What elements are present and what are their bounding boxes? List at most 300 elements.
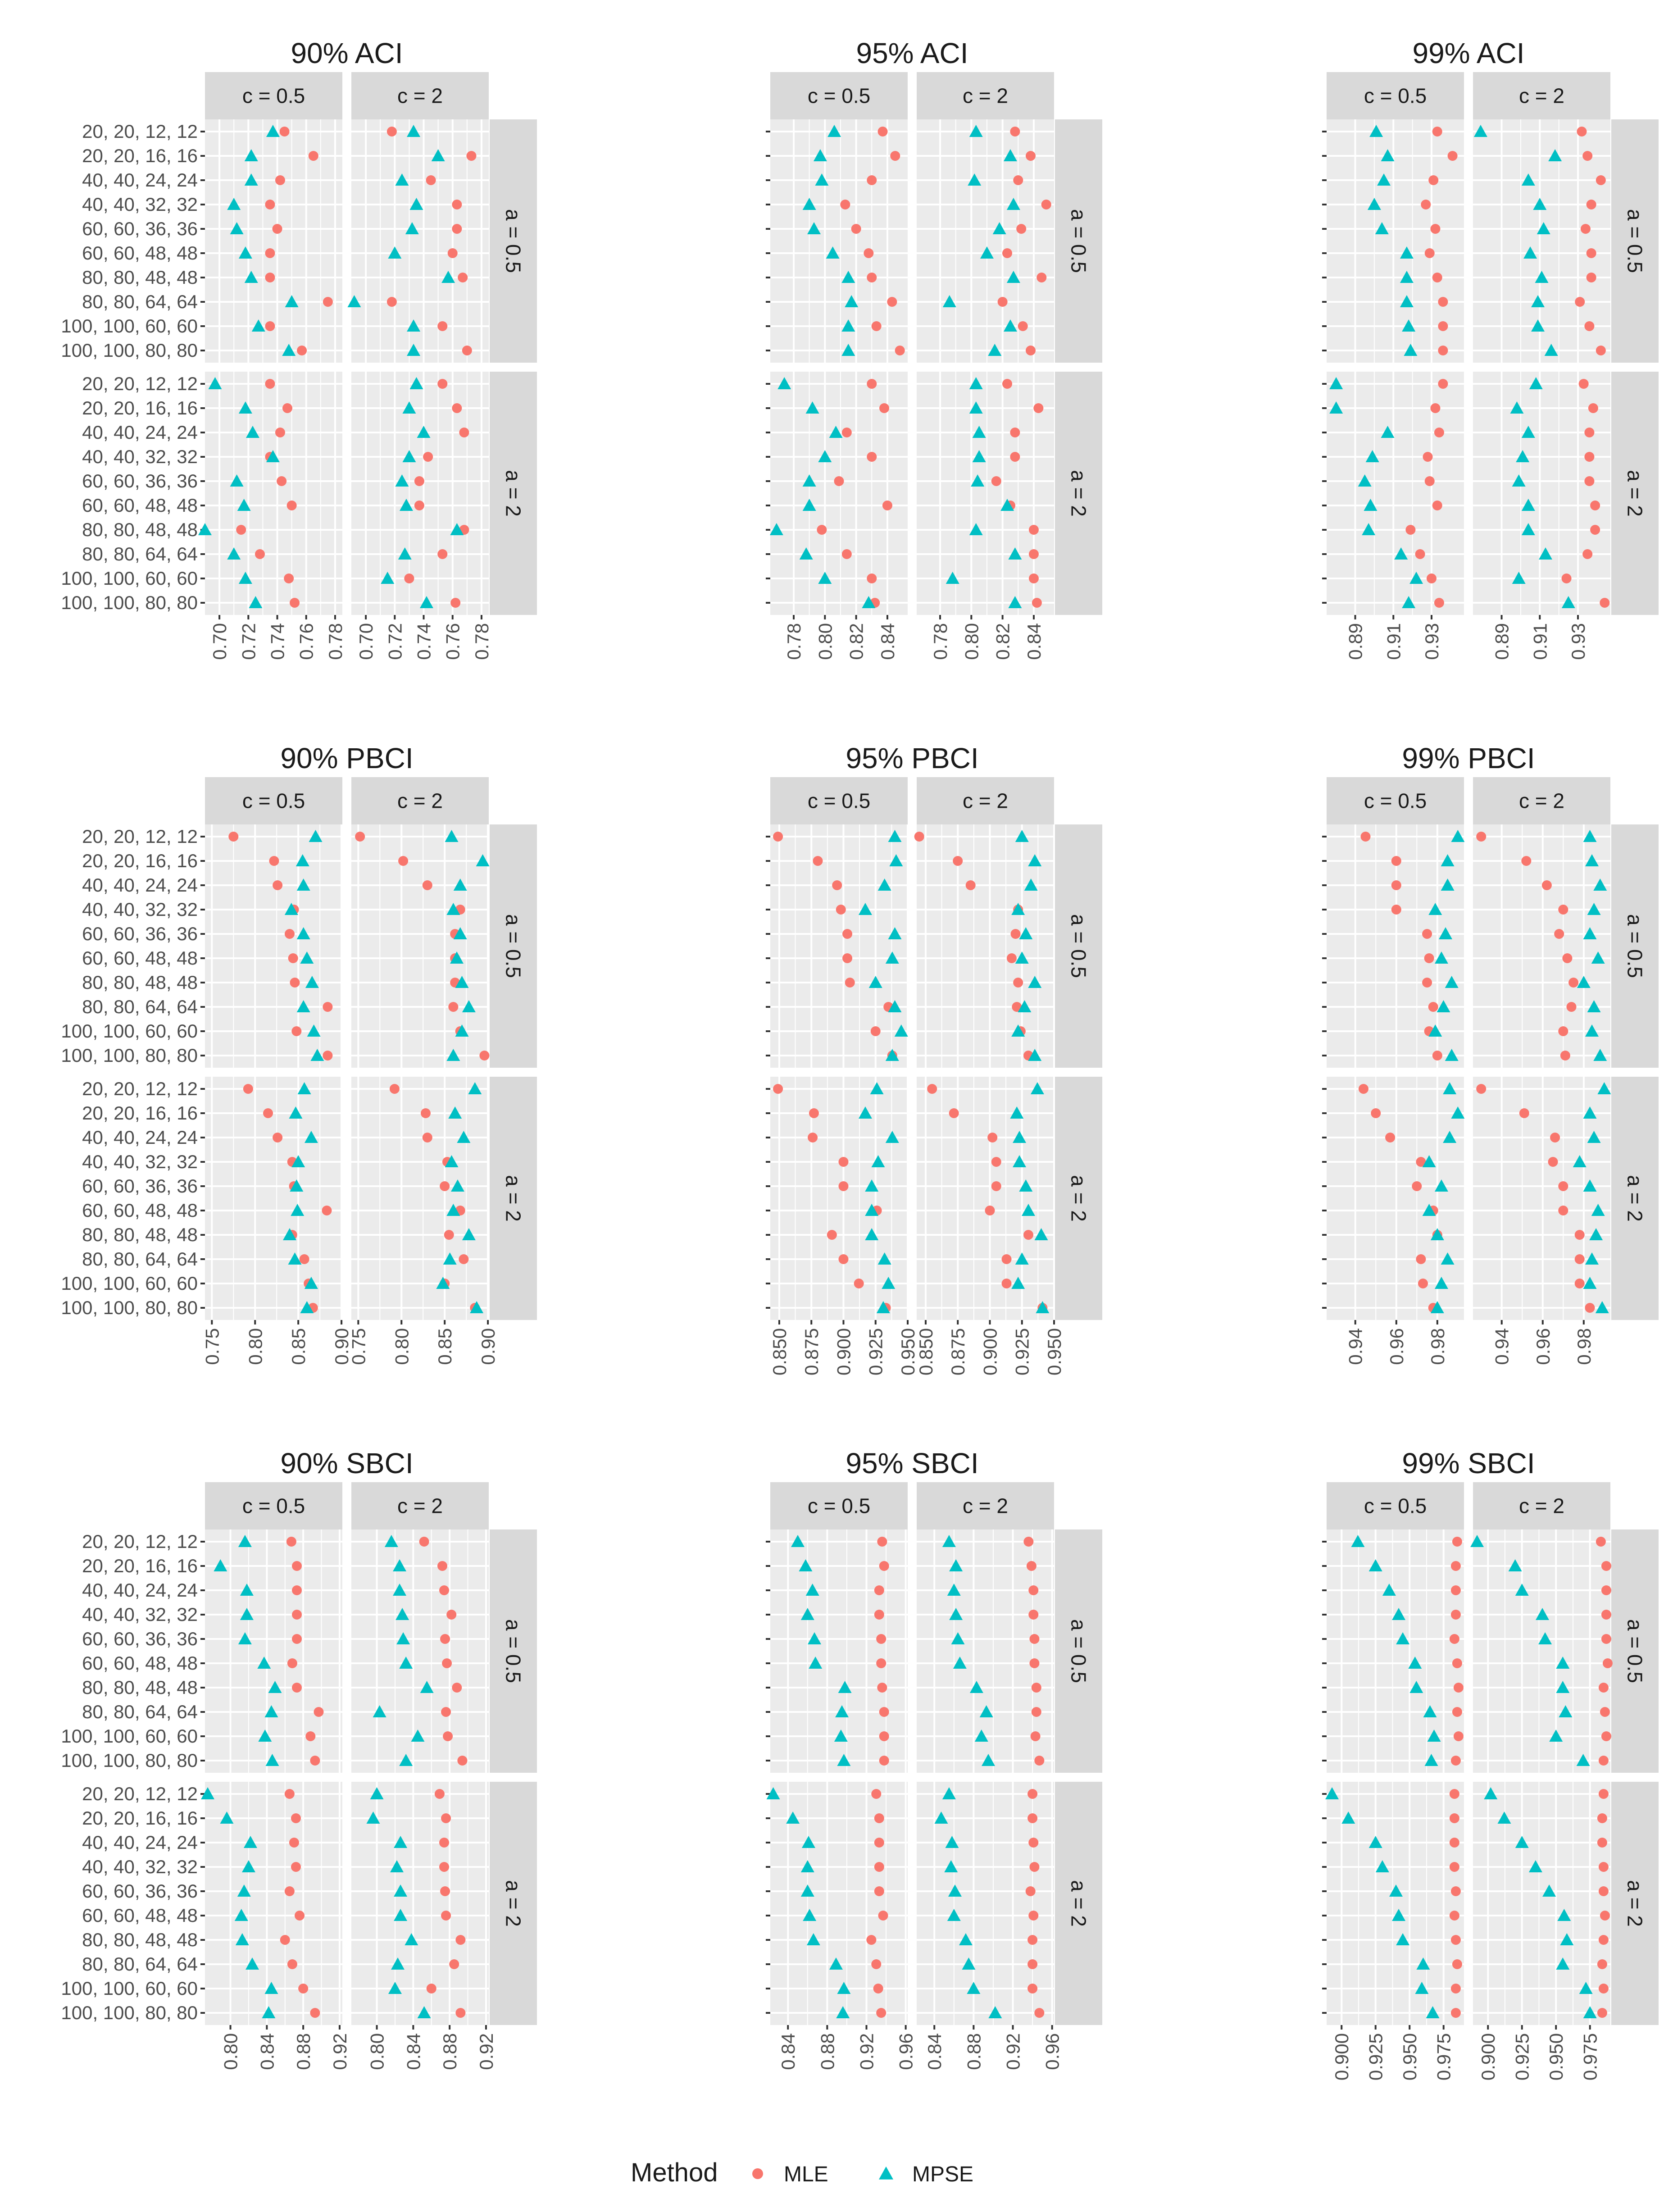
x-tick-label: 0.925 — [1511, 2033, 1533, 2081]
point-mle — [255, 549, 265, 559]
point-mle — [834, 476, 844, 486]
point-mle — [421, 1108, 431, 1118]
point-mle — [448, 248, 458, 258]
point-mle — [827, 1230, 837, 1240]
y-tick-label: 20, 20, 12, 12 — [82, 1531, 198, 1552]
point-mle — [292, 1610, 302, 1620]
point-mle — [442, 1658, 452, 1668]
x-tick-label: 0.925 — [1365, 2033, 1387, 2081]
point-mle — [832, 880, 842, 890]
y-tick-label: 100, 100, 80, 80 — [61, 1045, 198, 1066]
point-mle — [287, 1959, 297, 1969]
y-tick-label: 20, 20, 12, 12 — [82, 1783, 198, 1804]
point-mle — [288, 953, 298, 963]
point-mle — [878, 1911, 888, 1921]
point-mle — [1430, 403, 1440, 413]
point-mle — [854, 1279, 864, 1288]
point-mle — [1599, 1935, 1609, 1945]
point-mle — [1587, 273, 1596, 282]
x-tick-label: 0.72 — [384, 623, 406, 660]
point-mle — [1360, 832, 1370, 842]
row-strip-label: a = 2 — [1067, 1880, 1091, 1927]
point-mle — [387, 297, 397, 307]
point-mle — [1031, 1731, 1041, 1741]
y-tick-label: 60, 60, 36, 36 — [82, 923, 198, 944]
point-mle — [310, 2008, 320, 2018]
point-mle — [277, 476, 286, 486]
y-tick-label: 100, 100, 60, 60 — [61, 1020, 198, 1042]
x-tick-label: 0.950 — [897, 1328, 918, 1376]
x-tick-label: 0.84 — [1023, 623, 1045, 660]
point-mle — [1434, 428, 1444, 437]
y-tick-label: 40, 40, 24, 24 — [82, 169, 198, 191]
point-mle — [1412, 1181, 1422, 1191]
point-mle — [1601, 1561, 1611, 1571]
x-tick-label: 0.85 — [434, 1328, 456, 1365]
x-tick-label: 0.950 — [1044, 1328, 1065, 1376]
row-strip-label: a = 0.5 — [1623, 914, 1647, 978]
point-mle — [1002, 379, 1012, 389]
facet-2-2 — [1473, 1782, 1610, 2080]
point-mle — [390, 1084, 400, 1094]
point-mle — [840, 200, 850, 209]
point-mle — [1554, 929, 1564, 939]
column-strip-label: c = 2 — [397, 789, 443, 813]
y-tick-label: 100, 100, 80, 80 — [61, 340, 198, 361]
point-mle — [236, 525, 246, 535]
row-strip-label: a = 2 — [1623, 1880, 1647, 1927]
y-tick-label: 40, 40, 24, 24 — [82, 422, 198, 443]
panel-95-pbci — [766, 742, 1102, 1375]
panel-90-aci — [61, 37, 537, 660]
x-tick-label: 0.80 — [366, 2033, 388, 2070]
x-tick-label: 0.900 — [1478, 2033, 1499, 2081]
point-mle — [1601, 1585, 1611, 1595]
point-mle — [1029, 1862, 1039, 1872]
x-tick-label: 0.75 — [348, 1328, 369, 1365]
x-tick-label: 0.925 — [1011, 1328, 1033, 1376]
column-strip-label: c = 0.5 — [242, 84, 305, 108]
point-mle — [1587, 248, 1596, 258]
point-mle — [876, 2008, 886, 2018]
point-mle — [1519, 1108, 1529, 1118]
y-tick-label: 40, 40, 32, 32 — [82, 446, 198, 467]
y-tick-label: 60, 60, 48, 48 — [82, 1200, 198, 1221]
point-mle — [305, 1731, 315, 1741]
point-mle — [1027, 1789, 1037, 1799]
column-strip-label: c = 0.5 — [807, 1494, 871, 1518]
point-mle — [280, 127, 290, 137]
point-mle — [1451, 1886, 1461, 1896]
point-mle — [1448, 151, 1458, 161]
point-mle — [1450, 1862, 1459, 1872]
point-mle — [452, 403, 462, 413]
point-mle — [1452, 1707, 1462, 1717]
point-mle — [1416, 1254, 1426, 1264]
point-mle — [949, 1108, 959, 1118]
point-mle — [1450, 1911, 1459, 1921]
facet-2-0.5 — [1327, 1077, 1464, 1365]
point-mle — [458, 273, 468, 282]
point-mle — [985, 1206, 995, 1215]
point-mle — [867, 573, 877, 583]
panel-title: 90% SBCI — [280, 1447, 414, 1479]
row-strip-label: a = 0.5 — [1067, 914, 1091, 978]
panel-99-pbci — [1322, 742, 1659, 1365]
point-mle — [1391, 905, 1401, 915]
point-mle — [1002, 1254, 1012, 1264]
point-mle — [423, 1133, 432, 1142]
point-mle — [439, 1585, 449, 1595]
legend-title: Method — [631, 2158, 718, 2187]
point-mle — [387, 127, 397, 137]
point-mle — [1037, 273, 1046, 282]
point-mle — [874, 1886, 884, 1896]
y-tick-label: 80, 80, 48, 48 — [82, 1929, 198, 1950]
point-mle — [439, 1862, 449, 1872]
facet-0.5-0.5 — [1327, 119, 1464, 363]
y-tick-label: 40, 40, 24, 24 — [82, 874, 198, 896]
row-strip-label: a = 0.5 — [1623, 209, 1647, 273]
y-tick-label: 40, 40, 32, 32 — [82, 1151, 198, 1172]
point-mle — [1450, 1838, 1459, 1848]
point-mle — [423, 452, 433, 462]
point-mle — [874, 1585, 884, 1595]
facet-2-0.5 — [198, 372, 346, 660]
point-mle — [1601, 1610, 1611, 1620]
y-tick-label: 60, 60, 48, 48 — [82, 242, 198, 264]
y-tick-label: 80, 80, 48, 48 — [82, 972, 198, 993]
panel-title: 95% ACI — [856, 37, 968, 69]
point-mle — [809, 1108, 819, 1118]
point-mle — [1601, 1634, 1611, 1644]
point-mle — [1588, 403, 1598, 413]
point-mle — [449, 1959, 459, 1969]
x-tick-label: 0.74 — [267, 623, 288, 660]
y-tick-label: 60, 60, 48, 48 — [82, 1652, 198, 1674]
point-mle — [1033, 403, 1043, 413]
row-strip-label: a = 0.5 — [501, 914, 525, 978]
point-mle — [423, 880, 432, 890]
point-mle — [1027, 1561, 1037, 1571]
point-mle — [813, 856, 823, 866]
column-strip-label: c = 0.5 — [1364, 789, 1427, 813]
point-mle — [1558, 1026, 1568, 1036]
x-tick-label: 0.90 — [331, 1328, 353, 1365]
point-mle — [323, 1002, 332, 1012]
point-mle — [1027, 1813, 1037, 1823]
y-tick-label: 40, 40, 24, 24 — [82, 1579, 198, 1601]
y-tick-label: 100, 100, 60, 60 — [61, 315, 198, 337]
point-mle — [1010, 452, 1020, 462]
x-tick-label: 0.850 — [768, 1328, 790, 1376]
legend — [631, 2155, 973, 2193]
point-mle — [879, 1561, 889, 1571]
y-tick-label: 60, 60, 36, 36 — [82, 470, 198, 492]
x-tick-label: 0.84 — [877, 623, 898, 660]
point-mle — [466, 151, 476, 161]
point-mle — [879, 403, 889, 413]
facet-0.5-0.5 — [205, 1529, 342, 1773]
column-strip-label: c = 2 — [962, 84, 1009, 108]
point-mle — [773, 832, 783, 842]
y-tick-label: 60, 60, 48, 48 — [82, 947, 198, 969]
point-mle — [1432, 501, 1442, 510]
point-mle — [1026, 346, 1036, 355]
facet-2-2 — [917, 1782, 1063, 2070]
x-tick-label: 0.85 — [288, 1328, 309, 1365]
point-mle — [877, 1537, 887, 1547]
point-mle — [398, 856, 408, 866]
point-mle — [876, 1658, 886, 1668]
facet-2-0.5 — [201, 1782, 350, 2070]
y-tick-label: 100, 100, 60, 60 — [61, 1725, 198, 1747]
y-tick-label: 80, 80, 64, 64 — [82, 1953, 198, 1975]
point-mle — [987, 1133, 997, 1142]
point-mle — [414, 501, 424, 510]
point-mle — [1423, 452, 1433, 462]
point-mle — [1432, 273, 1442, 282]
y-tick-label: 60, 60, 48, 48 — [82, 495, 198, 516]
point-mle — [1575, 1279, 1585, 1288]
point-mle — [1596, 346, 1606, 355]
column-strip-label: c = 2 — [397, 1494, 443, 1518]
point-mle — [455, 1935, 465, 1945]
point-mle — [991, 1157, 1001, 1167]
point-mle — [1582, 549, 1592, 559]
point-mle — [873, 1984, 883, 1994]
point-mle — [1032, 598, 1042, 608]
point-mle — [309, 151, 318, 161]
facet-2-2 — [917, 372, 1054, 660]
point-mle — [1027, 1959, 1037, 1969]
point-mle — [1391, 880, 1401, 890]
point-mle — [310, 1756, 320, 1766]
point-mle — [864, 248, 873, 258]
point-mle — [263, 1108, 273, 1118]
facet-0.5-0.5 — [770, 824, 908, 1068]
facet-2-2 — [348, 1077, 499, 1365]
y-tick-label: 20, 20, 12, 12 — [82, 121, 198, 142]
facet-0.5-2 — [351, 1529, 489, 1773]
point-mle — [1041, 200, 1051, 209]
point-mle — [1415, 549, 1425, 559]
x-tick-label: 0.950 — [1546, 2033, 1567, 2081]
point-mle — [874, 1838, 884, 1848]
point-mle — [1579, 379, 1589, 389]
x-tick-label: 0.90 — [477, 1328, 499, 1365]
point-mle — [871, 1026, 881, 1036]
point-mle — [1599, 1886, 1609, 1896]
facet-2-2 — [351, 1782, 497, 2070]
x-tick-label: 0.92 — [856, 2033, 877, 2070]
x-tick-label: 0.92 — [475, 2033, 497, 2070]
point-mle — [441, 1911, 451, 1921]
row-strip-label: a = 2 — [501, 1880, 525, 1927]
y-tick-label: 100, 100, 80, 80 — [61, 1297, 198, 1318]
point-mle — [1597, 1959, 1607, 1969]
x-tick-label: 0.82 — [846, 623, 867, 660]
point-mle — [1027, 1935, 1037, 1945]
point-mle — [280, 1935, 290, 1945]
point-mle — [887, 297, 897, 307]
point-mle — [1425, 476, 1435, 486]
y-tick-label: 100, 100, 60, 60 — [61, 1273, 198, 1294]
point-mle — [1562, 573, 1572, 583]
point-mle — [228, 832, 238, 842]
x-tick-label: 0.925 — [865, 1328, 887, 1376]
point-mle — [1427, 573, 1437, 583]
y-tick-label: 40, 40, 32, 32 — [82, 899, 198, 920]
x-tick-label: 0.80 — [961, 623, 982, 660]
x-tick-label: 0.88 — [439, 2033, 461, 2070]
x-tick-label: 0.96 — [1041, 2033, 1063, 2070]
point-mle — [291, 1813, 301, 1823]
point-mle — [1013, 175, 1023, 185]
point-mle — [1026, 1886, 1036, 1896]
facet-2-0.5 — [767, 1782, 917, 2070]
point-mle — [871, 1959, 881, 1969]
x-tick-label: 0.91 — [1529, 623, 1551, 660]
point-mle — [1422, 929, 1432, 939]
point-mle — [479, 1051, 489, 1060]
y-tick-label: 40, 40, 32, 32 — [82, 1856, 198, 1877]
point-mle — [323, 1051, 332, 1060]
facet-0.5-2 — [1473, 119, 1610, 363]
point-mle — [1359, 1084, 1368, 1094]
point-mle — [1577, 127, 1587, 137]
y-tick-label: 100, 100, 80, 80 — [61, 2002, 198, 2023]
point-mle — [285, 1789, 295, 1799]
point-mle — [1451, 1756, 1461, 1766]
x-tick-label: 0.96 — [1532, 1328, 1554, 1365]
row-strip-label: a = 2 — [501, 470, 525, 517]
x-tick-label: 0.92 — [1002, 2033, 1024, 2070]
point-mle — [1590, 525, 1600, 535]
legend-label: MLE — [784, 2162, 828, 2186]
y-tick-label: 100, 100, 80, 80 — [61, 1750, 198, 1771]
point-mle — [273, 880, 282, 890]
point-mle — [287, 501, 297, 510]
point-mle — [1013, 978, 1023, 988]
point-mle — [437, 379, 447, 389]
point-mle — [1016, 224, 1026, 234]
facet-0.5-2 — [351, 824, 490, 1068]
x-tick-label: 0.78 — [929, 623, 951, 660]
legend-key-mle — [752, 2168, 763, 2179]
point-mle — [1599, 1683, 1609, 1693]
y-tick-label: 80, 80, 64, 64 — [82, 543, 198, 564]
point-mle — [273, 1133, 282, 1142]
point-mle — [443, 1731, 453, 1741]
y-tick-label: 80, 80, 48, 48 — [82, 1677, 198, 1698]
point-mle — [1599, 1984, 1609, 1994]
point-mle — [1438, 321, 1448, 331]
point-mle — [1585, 1303, 1595, 1313]
point-mle — [282, 403, 292, 413]
x-tick-label: 0.80 — [220, 2033, 241, 2070]
point-mle — [1596, 175, 1606, 185]
column-strip-label: c = 2 — [1518, 789, 1565, 813]
point-mle — [1452, 1537, 1462, 1547]
row-strip-label: a = 2 — [1623, 470, 1647, 517]
point-mle — [867, 452, 877, 462]
point-mle — [298, 1984, 308, 1994]
point-mle — [1010, 127, 1020, 137]
point-mle — [287, 1658, 297, 1668]
point-mle — [1028, 1610, 1038, 1620]
point-mle — [440, 1886, 450, 1896]
point-mle — [1562, 953, 1572, 963]
y-tick-label: 20, 20, 12, 12 — [82, 1078, 198, 1099]
point-mle — [1391, 856, 1401, 866]
y-tick-label: 20, 20, 16, 16 — [82, 1807, 198, 1829]
column-strip-label: c = 2 — [962, 1494, 1009, 1518]
point-mle — [842, 929, 852, 939]
point-mle — [1010, 428, 1020, 437]
x-tick-label: 0.88 — [293, 2033, 314, 2070]
facet-0.5-2 — [914, 824, 1054, 1068]
point-mle — [1422, 978, 1432, 988]
point-mle — [1027, 1984, 1037, 1994]
point-mle — [414, 476, 424, 486]
x-tick-label: 0.900 — [979, 1328, 1001, 1376]
point-mle — [867, 175, 877, 185]
column-strip-label: c = 0.5 — [242, 789, 305, 813]
facet-0.5-0.5 — [770, 119, 908, 363]
y-tick-label: 20, 20, 16, 16 — [82, 1555, 198, 1576]
x-tick-label: 0.80 — [814, 623, 836, 660]
point-mle — [914, 832, 924, 842]
point-mle — [446, 1610, 456, 1620]
point-mle — [1428, 175, 1438, 185]
y-tick-label: 60, 60, 48, 48 — [82, 1905, 198, 1926]
y-tick-label: 80, 80, 64, 64 — [82, 291, 198, 312]
row-strip-label: a = 0.5 — [1067, 1619, 1091, 1683]
point-mle — [1452, 1959, 1462, 1969]
point-mle — [1023, 1230, 1033, 1240]
y-tick-label: 80, 80, 64, 64 — [82, 1248, 198, 1270]
x-tick-label: 0.78 — [783, 623, 805, 660]
x-tick-label: 0.900 — [1331, 2033, 1353, 2081]
point-mle — [1029, 1658, 1039, 1668]
point-mle — [871, 1789, 881, 1799]
point-mle — [452, 224, 462, 234]
x-tick-label: 0.78 — [324, 623, 346, 660]
point-mle — [773, 1084, 783, 1094]
point-mle — [427, 1984, 436, 1994]
y-tick-label: 40, 40, 24, 24 — [82, 1127, 198, 1148]
point-mle — [1002, 248, 1012, 258]
panel-title: 95% PBCI — [846, 742, 979, 774]
facet-2-2 — [1473, 372, 1610, 660]
point-mle — [1568, 978, 1578, 988]
point-mle — [265, 273, 275, 282]
column-strip-label: c = 2 — [1518, 84, 1565, 108]
point-mle — [1599, 1862, 1609, 1872]
point-mle — [1454, 1731, 1464, 1741]
column-strip-label: c = 2 — [962, 789, 1009, 813]
point-mle — [867, 379, 877, 389]
facet-0.5-2 — [1473, 824, 1610, 1068]
point-mle — [879, 1707, 889, 1717]
point-mle — [1599, 1789, 1609, 1799]
y-tick-label: 20, 20, 16, 16 — [82, 397, 198, 419]
point-mle — [1601, 1731, 1611, 1741]
point-mle — [1418, 1279, 1428, 1288]
x-tick-label: 0.88 — [963, 2033, 985, 2070]
y-tick-label: 60, 60, 36, 36 — [82, 218, 198, 239]
